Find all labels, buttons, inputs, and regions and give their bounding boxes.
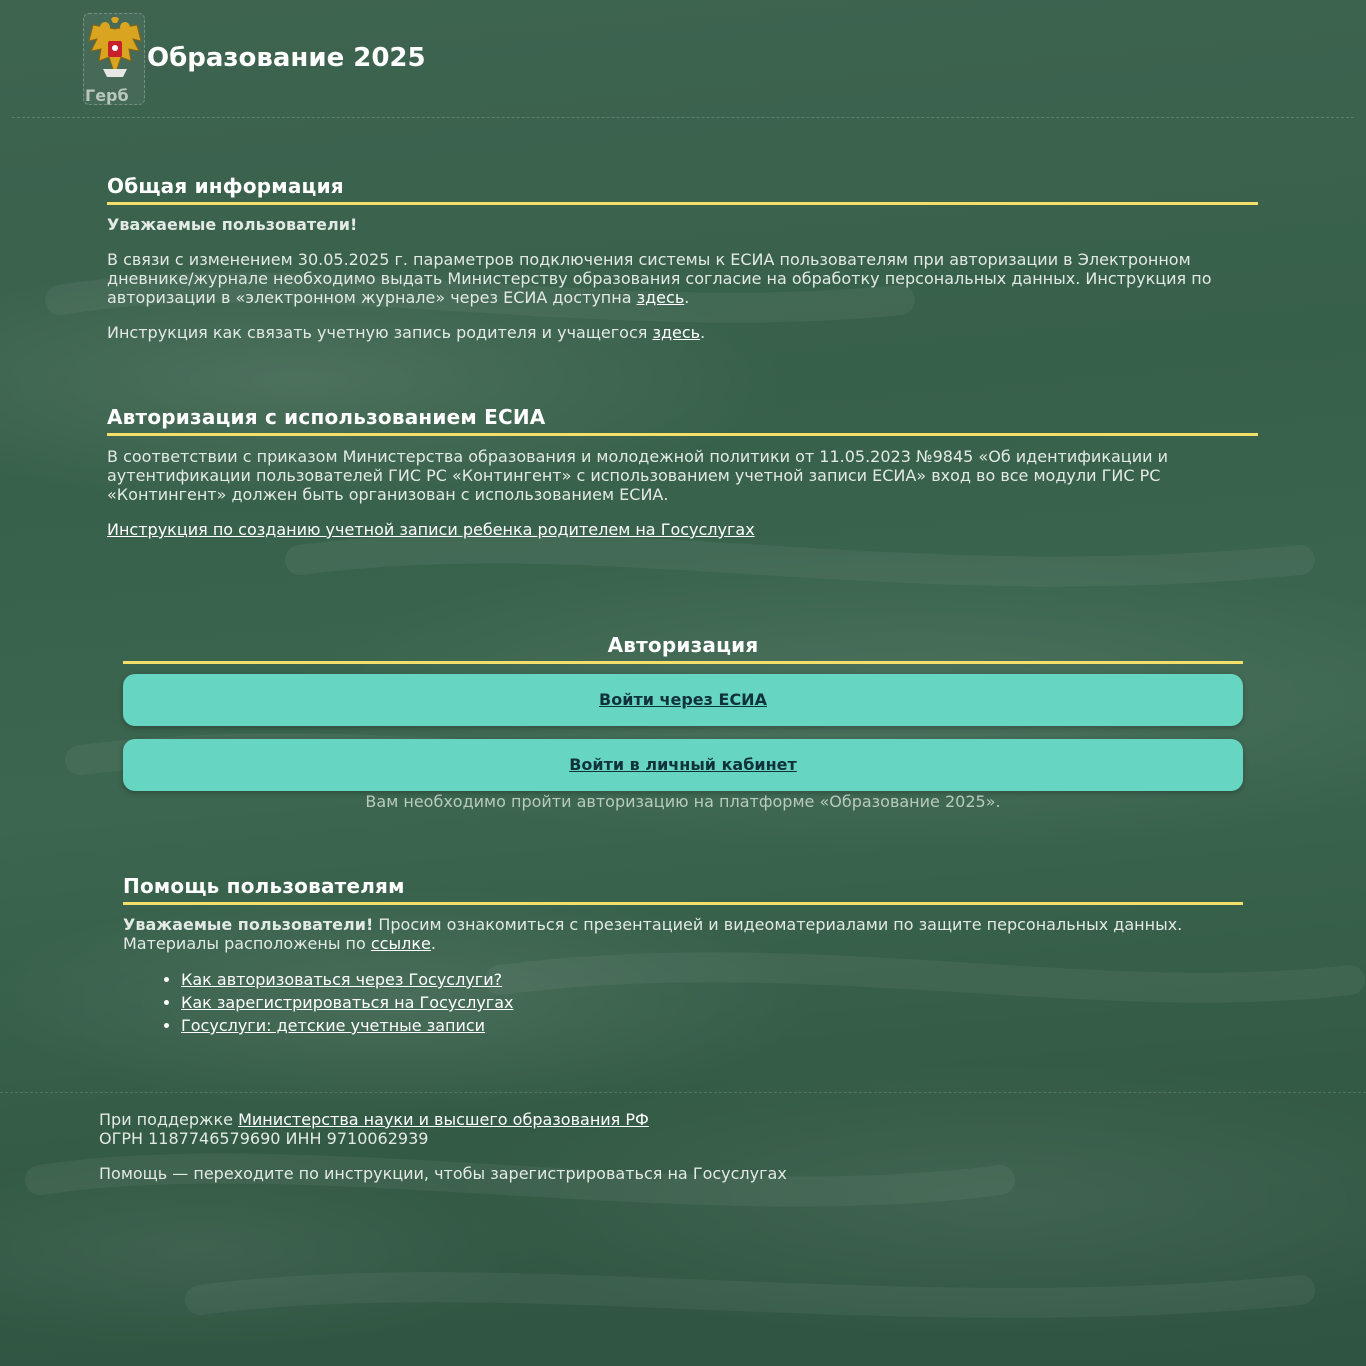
howto-register-link[interactable]: Как зарегистрироваться на Госуслугах (181, 993, 514, 1012)
general-paragraph-1 (107, 250, 1258, 307)
paragraph-dot: . (700, 323, 706, 342)
esia-auth-text: В соответствии с приказом Министерства образования и молодежной политики от 11.05.2023 №9845 «Об идентификации и аутентификации пользователей ГИС РС «Контингент» с использованием учетной записи ЕСИА» вход во все модули ГИС РС «Контингент» должен быть организован с использованием ЕСИА. (107, 447, 1168, 504)
general-greeting: Уважаемые пользователи! (107, 215, 358, 234)
site-header (83, 12, 426, 106)
footer-help: Помощь — переходите по инструкции, чтобы зарегистрироваться на Госуслугах (99, 1164, 787, 1183)
child-accounts-link[interactable]: Госуслуги: детские учетные записи (181, 1016, 486, 1035)
login-heading: Авторизация (123, 633, 1243, 664)
footer-support (99, 1110, 1259, 1129)
footer-divider (0, 1092, 1366, 1093)
esia-auth-heading: Авторизация с использованием ЕСИА (107, 405, 1258, 436)
help-greeting: Уважаемые пользователи! (123, 915, 374, 934)
paragraph-text: Инструкция как связать учетную запись родителя и учащегося (107, 323, 653, 342)
list-item (181, 1014, 1243, 1037)
esia-instruction-link[interactable]: здесь (636, 288, 685, 307)
child-account-instruction-link[interactable]: Инструкция по созданию учетной записи ребенка родителем на Госуслугах (107, 520, 755, 539)
ministry-link[interactable]: Министерства науки и высшего образования РФ (238, 1110, 649, 1129)
general-paragraph-2 (107, 323, 1258, 342)
howto-esia-login-link[interactable]: Как авторизоваться через Госуслуги? (181, 970, 503, 989)
general-info-section (107, 174, 1258, 342)
help-section (123, 874, 1243, 1037)
list-item (181, 991, 1243, 1014)
coat-of-arms-logo[interactable] (83, 13, 145, 105)
help-body-text: Просим ознакомиться с презентацией и видеоматериалами по защите персональных данных. Материалы расположены по (123, 915, 1183, 953)
footer-support-prefix: При поддержке (99, 1110, 239, 1129)
materials-link[interactable]: ссылке (370, 934, 431, 953)
login-esia-button[interactable]: Войти через ЕСИА (123, 674, 1243, 726)
login-cabinet-button[interactable]: Войти в личный кабинет (123, 739, 1243, 791)
list-item (181, 968, 1243, 991)
login-section (123, 633, 1243, 811)
link-accounts-instruction-link[interactable]: здесь (652, 323, 701, 342)
help-links-list (123, 968, 1243, 1037)
login-note: Вам необходимо пройти авторизацию на платформе «Образование 2025». (365, 792, 1001, 811)
paragraph-dot: . (684, 288, 690, 307)
header-divider (12, 117, 1354, 118)
general-info-heading: Общая информация (107, 174, 1258, 205)
esia-auth-section (107, 405, 1258, 539)
logo-alt-label: Герб (85, 86, 129, 105)
help-heading: Помощь пользователям (123, 874, 1243, 905)
site-title[interactable]: Образование 2025 (147, 43, 426, 73)
double-headed-eagle-icon (85, 17, 145, 87)
paragraph-text: В связи с изменением 30.05.2025 г. параметров подключения системы к ЕСИА пользователям при авторизации в Электронном дневнике/журнале необходимо выдать Министерству образования согласие на обработку персональных данных. Инструкция по авторизации в «электронном журнале» через ЕСИА доступна (107, 250, 1212, 307)
help-text (123, 915, 1243, 953)
help-dot: . (430, 934, 436, 953)
site-footer (99, 1110, 1259, 1183)
footer-ids: ОГРН 1187746579690 ИНН 9710062939 (99, 1129, 429, 1148)
